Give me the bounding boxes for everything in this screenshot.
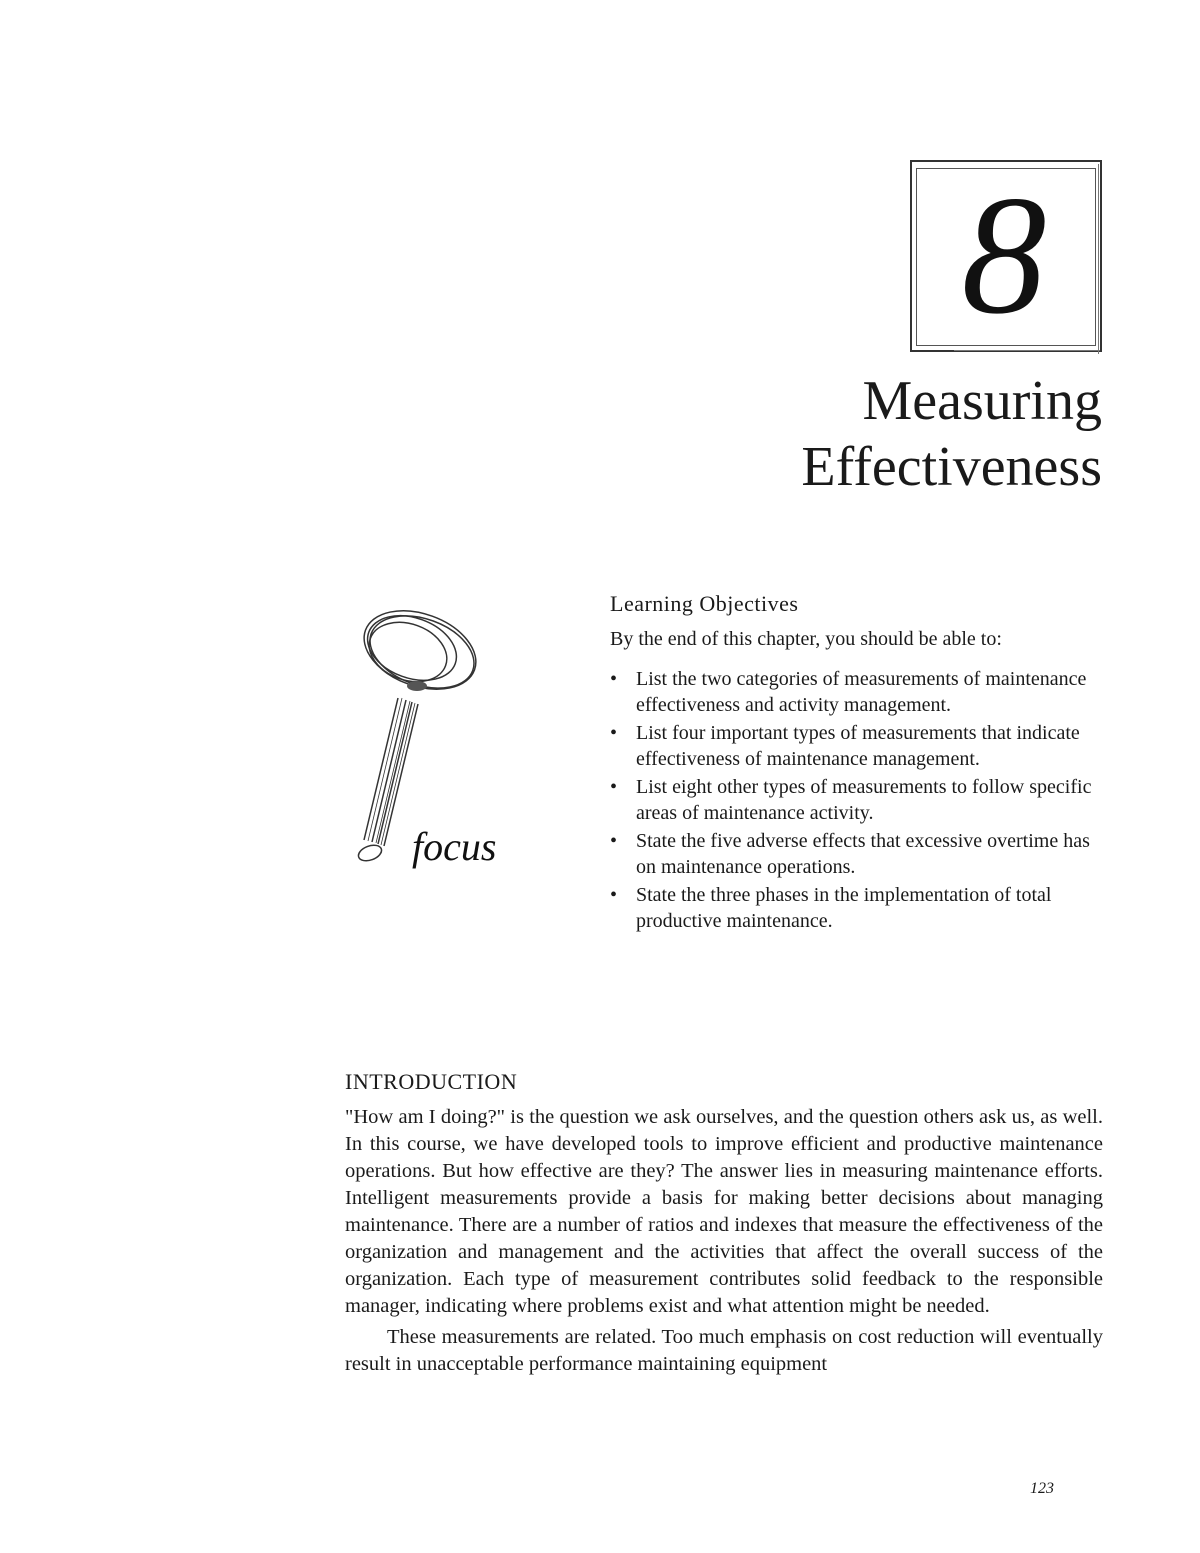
chapter-title-line-1: Measuring: [862, 370, 1102, 432]
bullet-icon: •: [610, 830, 618, 852]
chapter-number-box: [910, 160, 1102, 352]
chapter-title-line-2: Effectiveness: [801, 436, 1102, 498]
introduction-paragraph-1: "How am I doing?" is the question we ask ourselves, and the question others ask us, as well. In this course, we have developed tools to improve efficient and productive maintenance operations. But how effective are they? The answer lies in measuring maintenance efforts. Intelligent measurements provide a basis for making better decisions about managing maintenance. There are a number of ratios and indexes that measure the effectiveness of the organization and management and the activities that affect the overall success of the organization. Each type of measurement contributes solid feedback to the responsible manager, indicating where problems exist and what attention might be needed.: [345, 1106, 1103, 1317]
bullet-icon: •: [610, 776, 618, 798]
chapter-title: [801, 368, 1102, 500]
objectives-lead: By the end of this chapter, you should be able to:: [610, 628, 1002, 650]
bullet-icon: •: [610, 722, 618, 744]
bullet-icon: •: [610, 884, 618, 906]
magnifying-glass-icon: [350, 608, 510, 878]
objective-text: State the five adverse effects that excessive overtime has on maintenance operations.: [636, 830, 1090, 878]
objectives-list: [610, 666, 1110, 934]
objectives-heading: Learning Objectives: [610, 591, 799, 616]
page-number: 123: [1030, 1480, 1054, 1497]
objective-text: List the two categories of measurements of maintenance effectiveness and activity management.: [636, 668, 1087, 716]
objective-text: List eight other types of measurements to follow specific areas of maintenance activity.: [636, 776, 1092, 824]
list-item: [610, 720, 1110, 772]
introduction-paragraph-2: These measurements are related. Too much emphasis on cost reduction will eventually result in unacceptable performance maintaining equipment: [345, 1326, 1103, 1375]
introduction-heading: INTRODUCTION: [345, 1069, 518, 1094]
bullet-icon: •: [610, 668, 618, 690]
focus-label: focus: [412, 824, 497, 869]
list-item: [610, 828, 1110, 880]
list-item: [610, 774, 1110, 826]
objective-text: State the three phases in the implementation of total productive maintenance.: [636, 884, 1052, 932]
list-item: [610, 666, 1110, 718]
objective-text: List four important types of measurements that indicate effectiveness of maintenance management.: [636, 722, 1080, 770]
chapter-number: 8: [961, 161, 1047, 349]
learning-objectives: [610, 590, 1110, 936]
list-item: [610, 882, 1110, 934]
introduction-section: [345, 1068, 1103, 1378]
